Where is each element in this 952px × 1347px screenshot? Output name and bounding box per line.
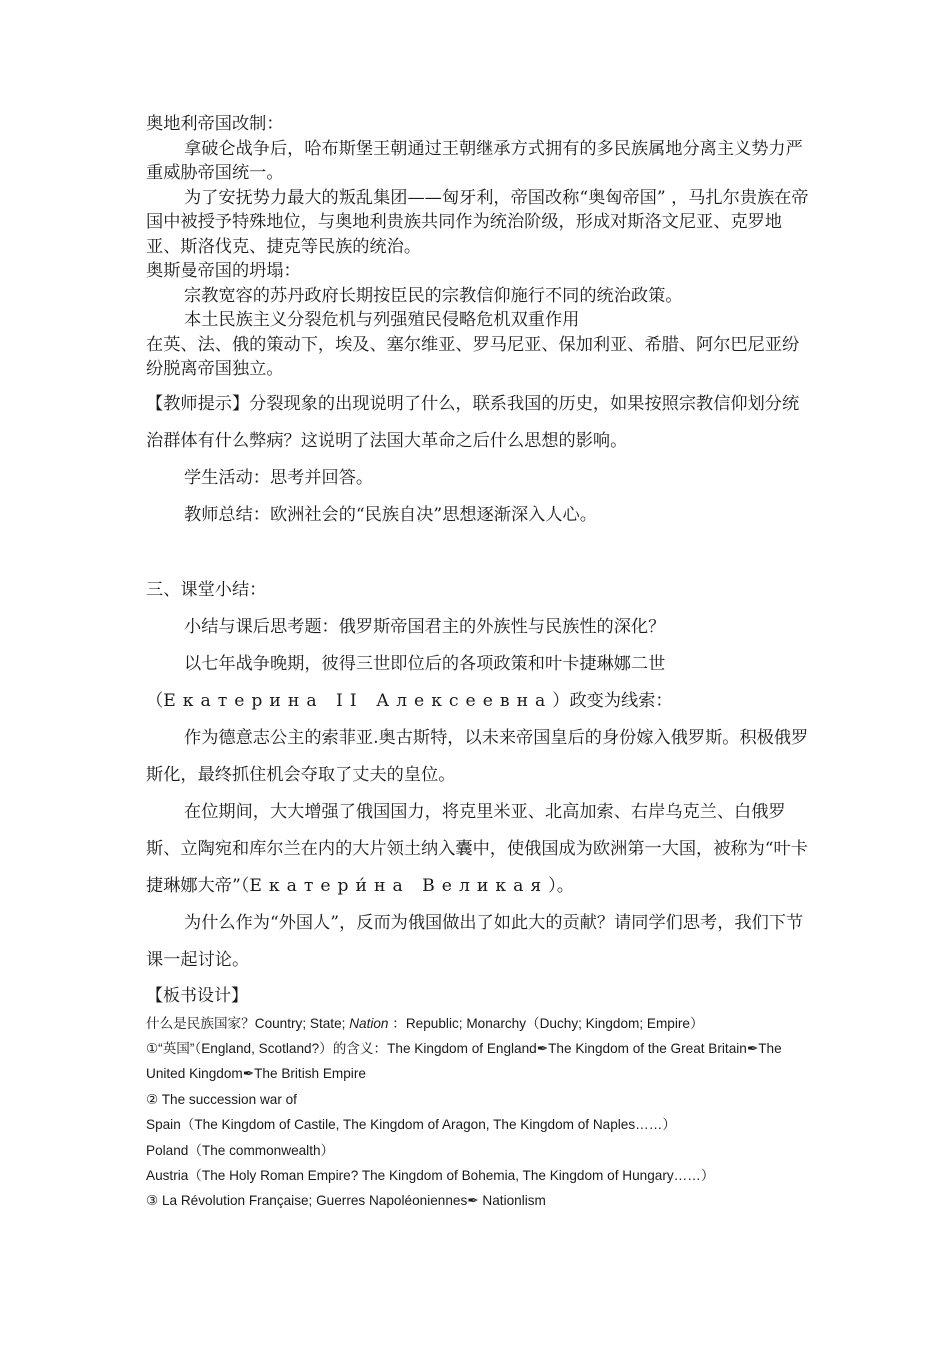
ottoman-heading: 奥斯曼帝国的坍塌： — [146, 261, 301, 281]
sophia-paragraph: 作为德意志公主的索菲亚.奥古斯特，以未来帝国皇后的身份嫁入俄罗斯。积极俄罗斯化，最终抓住机会夺取了丈夫的皇位。 — [146, 727, 809, 785]
board-line-7: ③ La Révolution Française; Guerres Napoléoniennes✒ Nationlism — [146, 1193, 546, 1209]
clue-paragraph — [146, 646, 814, 720]
board-title: 【板书设计】 — [146, 985, 248, 1006]
austria-paragraph-2: 为了安抚势力最大的叛乱集团——匈牙利，帝国改称“奥匈帝国” ，马扎尔贵族在帝国中被授予特殊地位，与奥地利贵族共同作为统治阶级，形成对斯洛文尼亚、克罗地亚、斯洛伐克、捷克等民族的统治。 — [146, 187, 809, 257]
empire-section — [146, 112, 814, 382]
student-activity: 学生活动：思考并回答。 — [184, 467, 374, 488]
ottoman-paragraph-2: 本土民族主义分裂危机与列强殖民侵略危机双重作用 — [184, 310, 580, 330]
discussion-section — [146, 386, 814, 979]
reign-paragraph — [146, 794, 814, 905]
document-page — [146, 112, 814, 1214]
board-design — [146, 981, 814, 1214]
class-summary-heading: 三、课堂小结： — [146, 579, 267, 600]
teacher-summary: 教师总结：欧洲社会的“民族自决”思想逐渐深入人心。 — [184, 504, 597, 525]
reign-russian-name: Екатери́на Великая — [249, 875, 549, 896]
foreigner-question: 为什么作为“外国人”，反而为俄国做出了如此大的贡献？请同学们思考，我们下节课一起讨论。 — [146, 912, 804, 970]
reign-prefix: 在位期间，大大增强了俄国国力，将克里米亚、北高加索、右岸乌克兰、白俄罗斯、立陶宛和库尔兰在内的大片领土纳入囊中，使俄国成为欧洲第一大国，被称为“叶卡捷琳娜大帝”（ — [146, 801, 808, 896]
spacer — [146, 534, 814, 572]
clue-suffix: ）政变为线索： — [552, 690, 673, 711]
clue-russian-name: Екатерина II Алексеевна — [163, 690, 553, 711]
board-line-1-end: ：Republic; Monarchy（Duchy; Kingdom; Empire） — [388, 1015, 704, 1031]
board-line-6: Austria（The Holy Roman Empire? The Kingdom of Bohemia, The Kingdom of Hungary……） — [146, 1167, 715, 1183]
board-line-3: ② The succession war of — [146, 1091, 297, 1107]
board-line-1-nation: Nation — [349, 1015, 389, 1031]
ottoman-paragraph-1: 宗教宽容的苏丹政府长期按臣民的宗教信仰施行不同的统治政策。 — [184, 285, 683, 306]
board-line-1 — [146, 1011, 814, 1036]
board-line-2: ①“英国”（England, Scotland?）的含义：The Kingdom of England✒The Kingdom of the Great Britain✒The United Kingdom✒The British Empire — [146, 1040, 782, 1082]
clue-prefix: 以七年战争晚期，彼得三世即位后的各项政策和叶卡捷琳娜二世（ — [146, 653, 666, 711]
ottoman-paragraph-3: 在英、法、俄的策动下，埃及、塞尔维亚、罗马尼亚、保加利亚、希腊、阿尔巴尼亚纷纷脱离帝国独立。 — [146, 334, 800, 379]
board-line-1-start: 什么是民族国家？Country; State; — [146, 1015, 350, 1031]
board-line-4: Spain（The Kingdom of Castile, The Kingdom of Aragon, The Kingdom of Naples……） — [146, 1117, 676, 1133]
summary-question: 小结与课后思考题：俄罗斯帝国君主的外族性与民族性的深化？ — [184, 616, 666, 637]
reign-suffix: ）。 — [548, 875, 574, 896]
austria-paragraph-1: 拿破仑战争后，哈布斯堡王朝通过王朝继承方式拥有的多民族属地分离主义势力严重威胁帝国统一。 — [146, 138, 803, 183]
board-line-5: Poland（The commonwealth） — [146, 1142, 335, 1158]
teacher-hint: 【教师提示】分裂现象的出现说明了什么，联系我国的历史，如果按照宗教信仰划分统治群体有什么弊病？这说明了法国大革命之后什么思想的影响。 — [146, 393, 800, 451]
austria-heading: 奥地利帝国改制： — [146, 114, 284, 134]
